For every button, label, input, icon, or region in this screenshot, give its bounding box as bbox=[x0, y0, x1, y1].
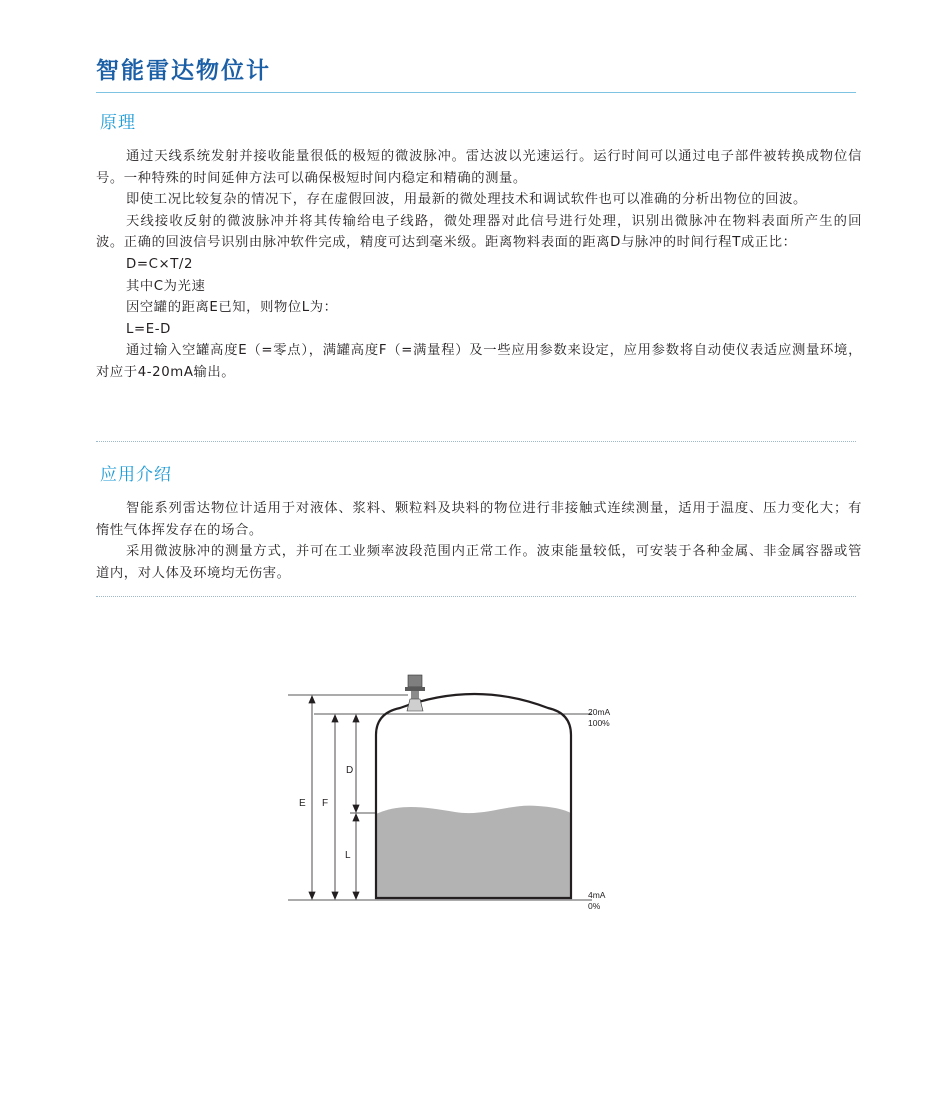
label-f: F bbox=[322, 798, 329, 809]
label-l: L bbox=[345, 850, 351, 861]
liquid-fill bbox=[376, 806, 571, 898]
dimension-e-arrow-bottom bbox=[309, 892, 315, 899]
dimension-l-arrow-top bbox=[353, 814, 359, 821]
dimension-f-arrow-top bbox=[332, 715, 338, 722]
formula-note-e: 因空罐的距离E已知，则物位L为： bbox=[126, 300, 338, 316]
page-title: 智能雷达物位计 bbox=[96, 58, 271, 84]
dimension-l-arrow-bottom bbox=[353, 892, 359, 899]
principle-paragraph-3: 天线接收反射的微波脉冲并将其传输给电子线路，微处理器对此信号进行处理，识别出微脉冲在物料表面所产生的回波。正确的回波信号识别由脉冲软件完成，精度可达到毫米级。距离物料表面的距离D与脉冲的时间行程T成正比： bbox=[96, 213, 862, 251]
principle-text bbox=[96, 146, 862, 384]
label-top-percent: 100% bbox=[588, 718, 610, 728]
dimension-e-arrow-top bbox=[309, 696, 315, 703]
principle-paragraph-1: 通过天线系统发射并接收能量很低的极短的微波脉冲。雷达波以光速运行。运行时间可以通过电子部件被转换成物位信号。一种特殊的时间延伸方法可以确保极短时间内稳定和精确的测量。 bbox=[96, 149, 862, 186]
formula-note-c: 其中C为光速 bbox=[126, 278, 206, 294]
label-top-current: 20mA bbox=[588, 707, 611, 717]
label-bottom-current: 4mA bbox=[588, 890, 606, 900]
section-divider-1 bbox=[96, 441, 856, 442]
application-paragraph-2: 采用微波脉冲的测量方式，并可在工业频率波段范围内正常工作。波束能量较低，可安装于各种金属、非金属容器或管道内，对人体及环境均无伤害。 bbox=[96, 544, 862, 581]
application-paragraph-1: 智能系列雷达物位计适用于对液体、浆料、颗粒料及块料的物位进行非接触式连续测量，适用于温度、压力变化大；有惰性气体挥发存在的场合。 bbox=[96, 501, 862, 538]
title-divider bbox=[96, 92, 856, 93]
section-heading-principle: 原理 bbox=[100, 113, 136, 133]
label-bottom-percent: 0% bbox=[588, 901, 601, 911]
formula-distance: D=C×T/2 bbox=[126, 256, 194, 272]
tank-diagram bbox=[280, 665, 640, 925]
formula-level: L=E-D bbox=[126, 321, 171, 337]
section-heading-application: 应用介绍 bbox=[100, 465, 172, 485]
label-d: D bbox=[346, 765, 354, 776]
principle-paragraph-2: 即使工况比较复杂的情况下，存在虚假回波，用最新的微处理技术和调试软件也可以准确的分析出物位的回波。 bbox=[126, 192, 807, 208]
section-divider-2 bbox=[96, 596, 856, 597]
dimension-d-arrow-bottom bbox=[353, 805, 359, 812]
application-text bbox=[96, 498, 862, 584]
label-e: E bbox=[299, 798, 306, 809]
principle-paragraph-4: 通过输入空罐高度E（=零点），满罐高度F（=满量程）及一些应用参数来设定，应用参数将自动使仪表适应测量环境，对应于4-20mA输出。 bbox=[96, 343, 862, 380]
dimension-f-arrow-bottom bbox=[332, 892, 338, 899]
dimension-d-arrow-top bbox=[353, 715, 359, 722]
